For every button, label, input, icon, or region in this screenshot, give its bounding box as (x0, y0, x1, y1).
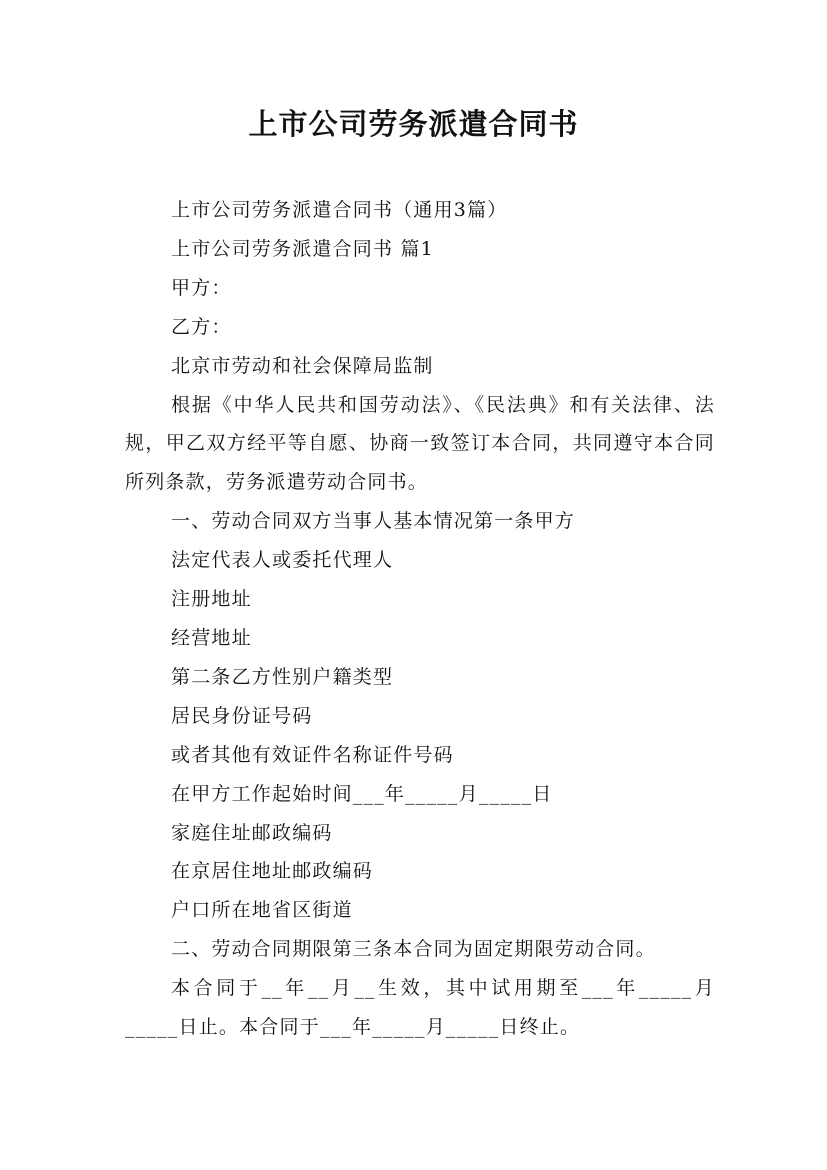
paragraph-contract-term: 二、劳动合同期限第三条本合同为固定期限劳动合同。 (171, 938, 656, 961)
paragraph-supervisor: 北京市劳动和社会保障局监制 (171, 354, 434, 377)
paragraph-beijing-address: 在京居住地址邮政编码 (171, 860, 374, 883)
paragraph-id-number: 居民身份证号码 (171, 704, 313, 727)
paragraph-article-2: 第二条乙方性别户籍类型 (171, 665, 394, 688)
paragraph-article-1: 一、劳动合同双方当事人基本情况第一条甲方 (171, 510, 576, 533)
document-body (125, 191, 715, 1047)
paragraph-subtitle: 上市公司劳务派遣合同书（通用3篇） (171, 199, 508, 221)
paragraph-registered-address: 注册地址 (171, 588, 252, 611)
paragraph-section-heading: 上市公司劳务派遣合同书 篇1 (171, 237, 434, 260)
paragraph-effective-dates: 本合同于__年__月__生效，其中试用期至___年_____月_____日止。本合同于___年_____月_____日终止。 (125, 977, 715, 1039)
paragraph-party-a: 甲方： (171, 276, 232, 299)
paragraph-business-address: 经营地址 (171, 626, 252, 649)
paragraph-start-date: 在甲方工作起始时间___年_____月_____日 (171, 782, 553, 805)
paragraph-preamble: 根据《中华人民共和国劳动法》、《民法典》和有关法律、法规，甲乙双方经平等自愿、协商一致签订本合同，共同遵守本合同所列条款，劳务派遣劳动合同书。 (125, 393, 715, 494)
paragraph-party-b: 乙方： (171, 315, 232, 338)
document-title: 上市公司劳务派遣合同书 (248, 107, 579, 141)
paragraph-legal-rep: 法定代表人或委托代理人 (171, 549, 394, 572)
paragraph-hukou: 户口所在地省区街道 (171, 899, 353, 922)
paragraph-home-address: 家庭住址邮政编码 (171, 821, 333, 844)
paragraph-other-id: 或者其他有效证件名称证件号码 (171, 743, 454, 766)
